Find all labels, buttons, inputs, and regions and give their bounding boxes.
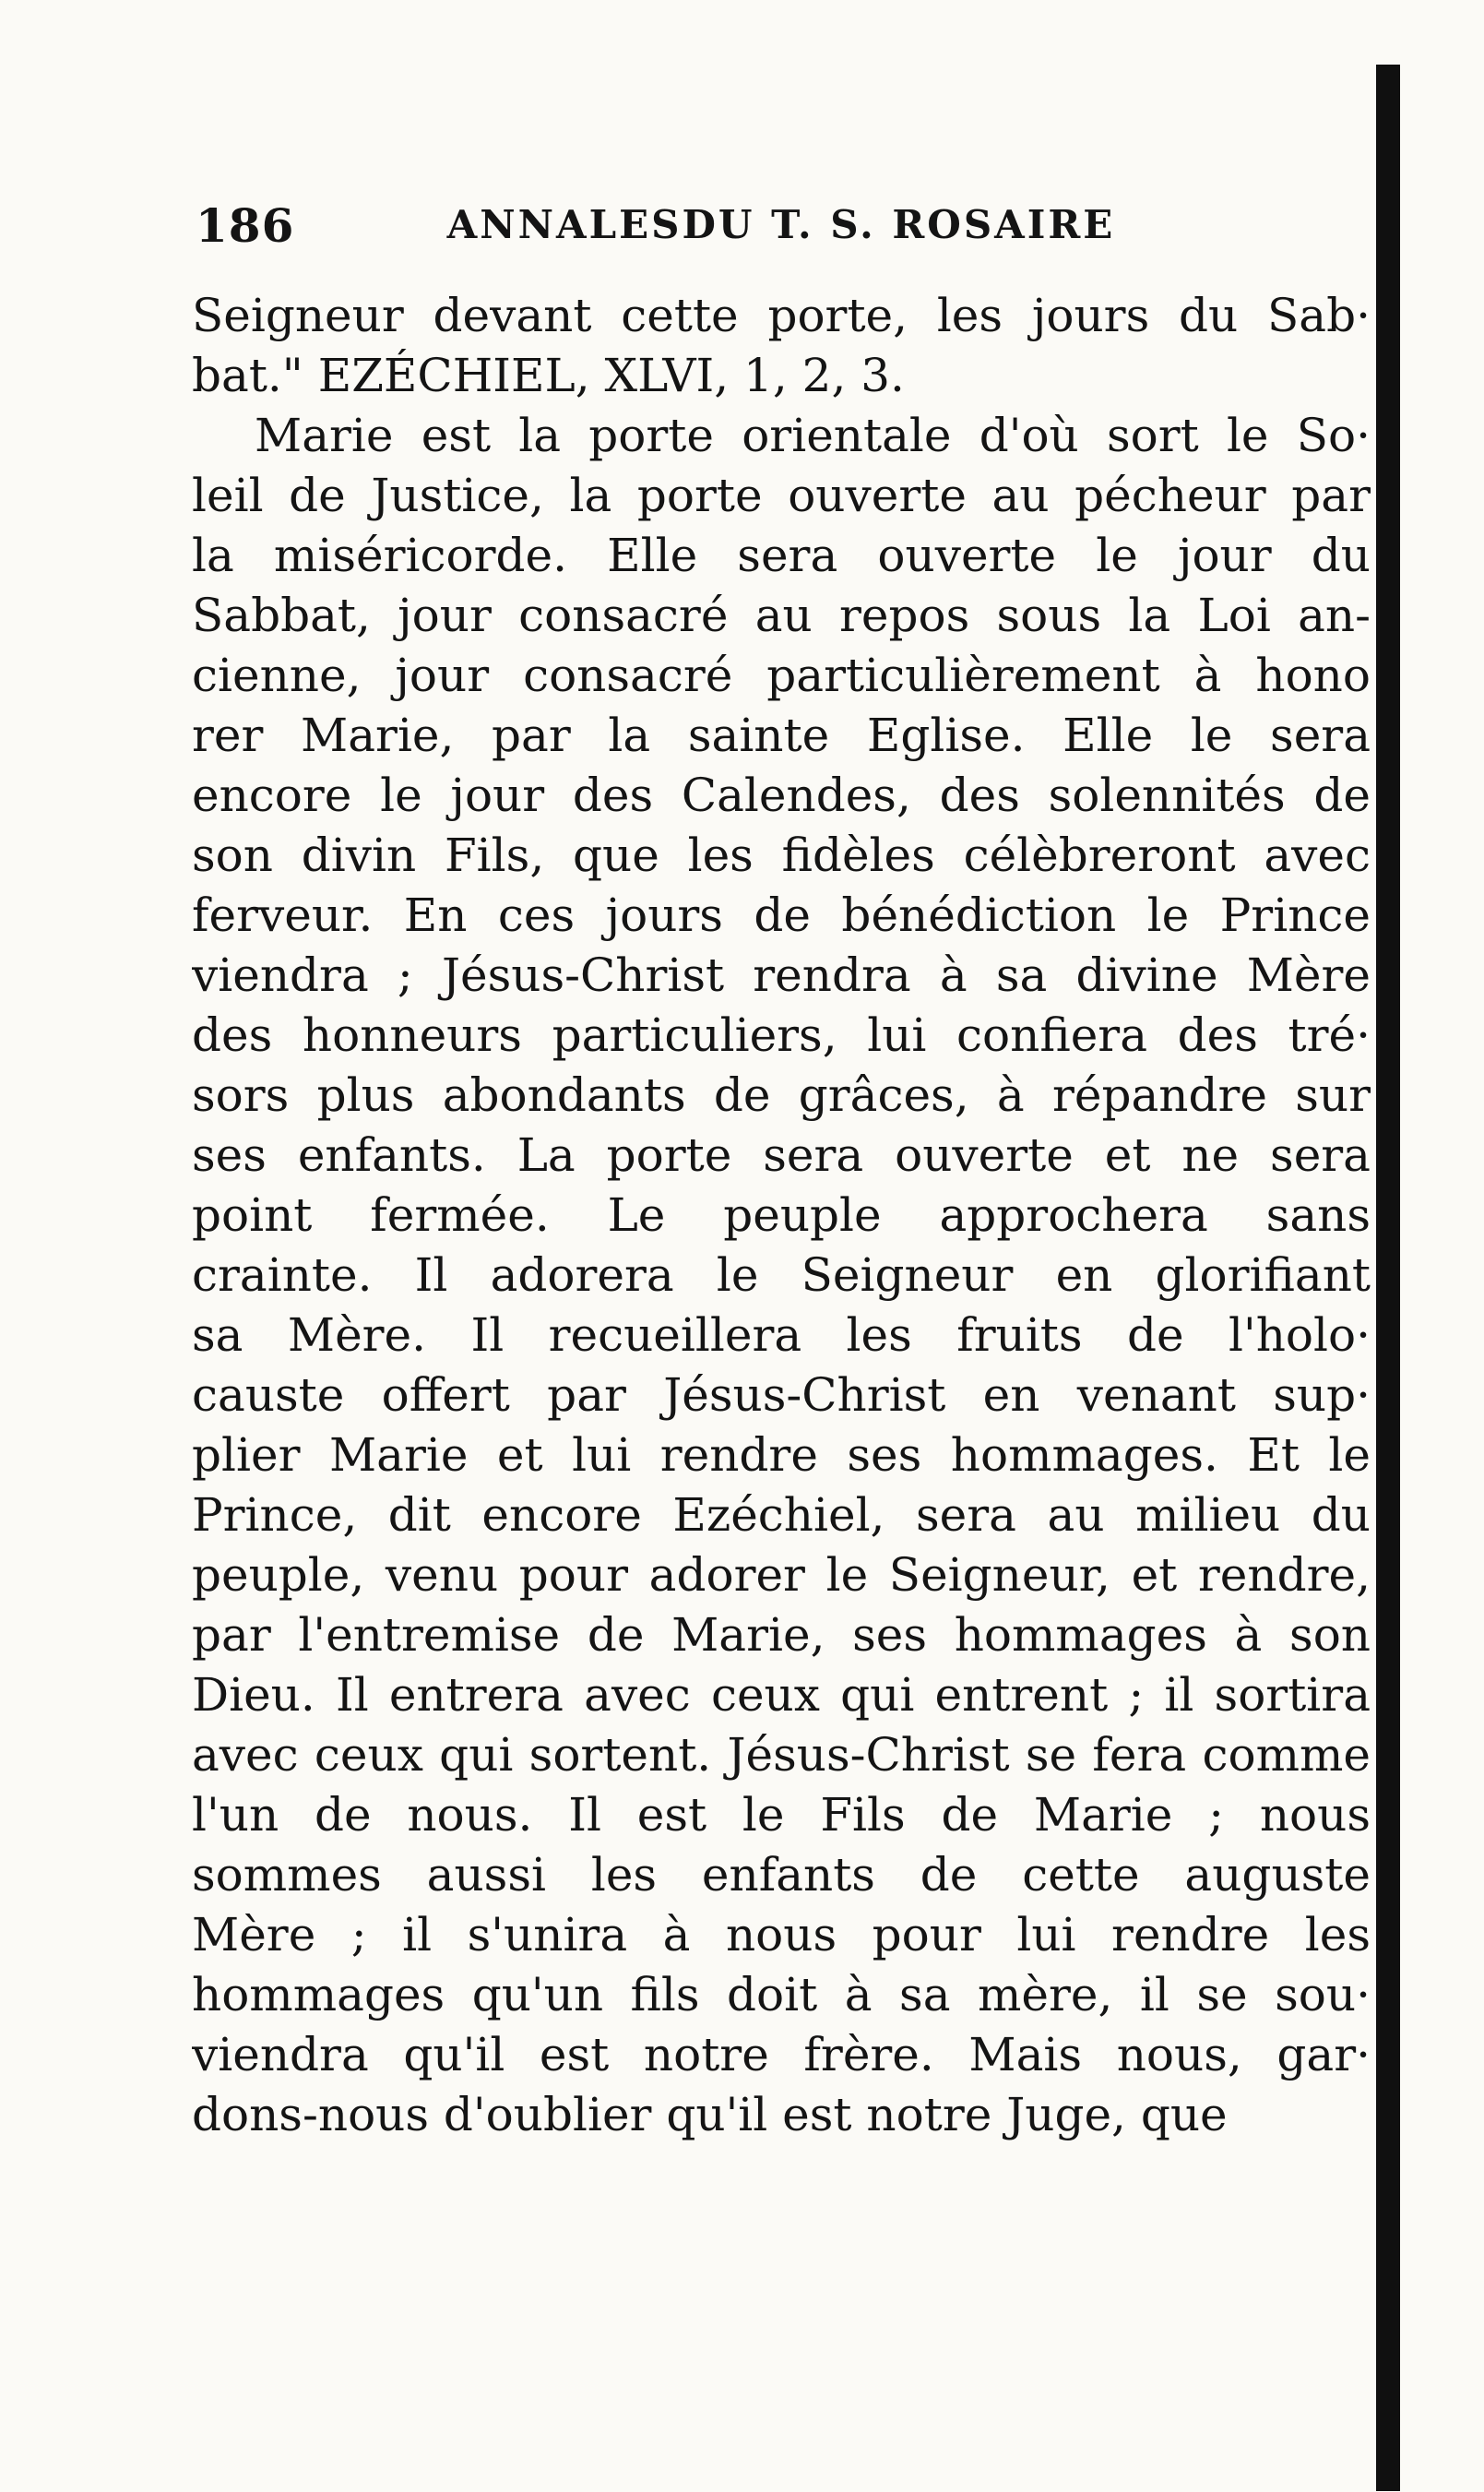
text-line: causte offert par Jésus-Christ en venant sup· [192,1368,1371,1422]
page-header [196,198,1367,272]
text-line: par l'entremise de Marie, ses hommages à son [192,1608,1371,1662]
text-line: Mère ; il s'unira à nous pour lui rendre les [192,1908,1371,1961]
text-line: sa Mère. Il recueillera les fruits de l'holo· [192,1308,1371,1362]
text-line: sors plus abondants de grâces, à répandre sur [192,1068,1371,1122]
text-line: bat." EZÉCHIEL, XLVI, 1, 2, 3. [192,349,905,402]
text-line: encore le jour des Calendes, des solennités de [192,769,1371,822]
text-line: cienne, jour consacré particulièrement à hono [192,649,1371,702]
body-text [192,286,1371,2145]
text-line: avec ceux qui sortent. Jésus-Christ se fera comme [192,1728,1371,1782]
text-line: viendra ; Jésus-Christ rendra à sa divine Mère [192,948,1371,1002]
text-line: leil de Justice, la porte ouverte au pécheur par [192,469,1371,522]
page-gutter-shadow [1376,65,1400,2491]
text-line: rer Marie, par la sainte Eglise. Elle le sera [192,709,1371,762]
text-line: ses enfants. La porte sera ouverte et ne sera [192,1128,1371,1182]
text-line: la miséricorde. Elle sera ouverte le jour du [192,529,1371,582]
text-line: Sabbat, jour consacré au repos sous la Loi an- [192,589,1371,642]
text-line: des honneurs particuliers, lui confiera des tré· [192,1008,1371,1062]
text-line: Prince, dit encore Ezéchiel, sera au milieu du [192,1488,1371,1542]
text-line: son divin Fils, que les fidèles célèbreront avec [192,829,1371,882]
text-line: viendra qu'il est notre frère. Mais nous, gar· [192,2028,1371,2081]
text-line: crainte. Il adorera le Seigneur en glorifiant [192,1248,1371,1302]
running-title: ANNALESDU T. S. ROSAIRE [446,202,1116,247]
text-line: sommes aussi les enfants de cette auguste [192,1848,1371,1902]
page-number: 186 [196,198,295,253]
text-line: Marie est la porte orientale d'où sort le So· [255,409,1371,462]
text-line: Seigneur devant cette porte, les jours du Sab· [192,289,1371,342]
text-line: hommages qu'un fils doit à sa mère, il se sou· [192,1968,1371,2021]
text-line: dons-nous d'oublier qu'il est notre Juge, que [192,2088,1228,2141]
text-line: ferveur. En ces jours de bénédiction le Prince [192,888,1371,942]
text-line: point fermée. Le peuple approchera sans [192,1188,1371,1242]
text-line: Dieu. Il entrera avec ceux qui entrent ; il sortira [192,1668,1371,1722]
text-line: plier Marie et lui rendre ses hommages. Et le [192,1428,1371,1482]
text-line: peuple, venu pour adorer le Seigneur, et rendre, [192,1548,1371,1602]
text-line: l'un de nous. Il est le Fils de Marie ; nous [192,1788,1371,1842]
